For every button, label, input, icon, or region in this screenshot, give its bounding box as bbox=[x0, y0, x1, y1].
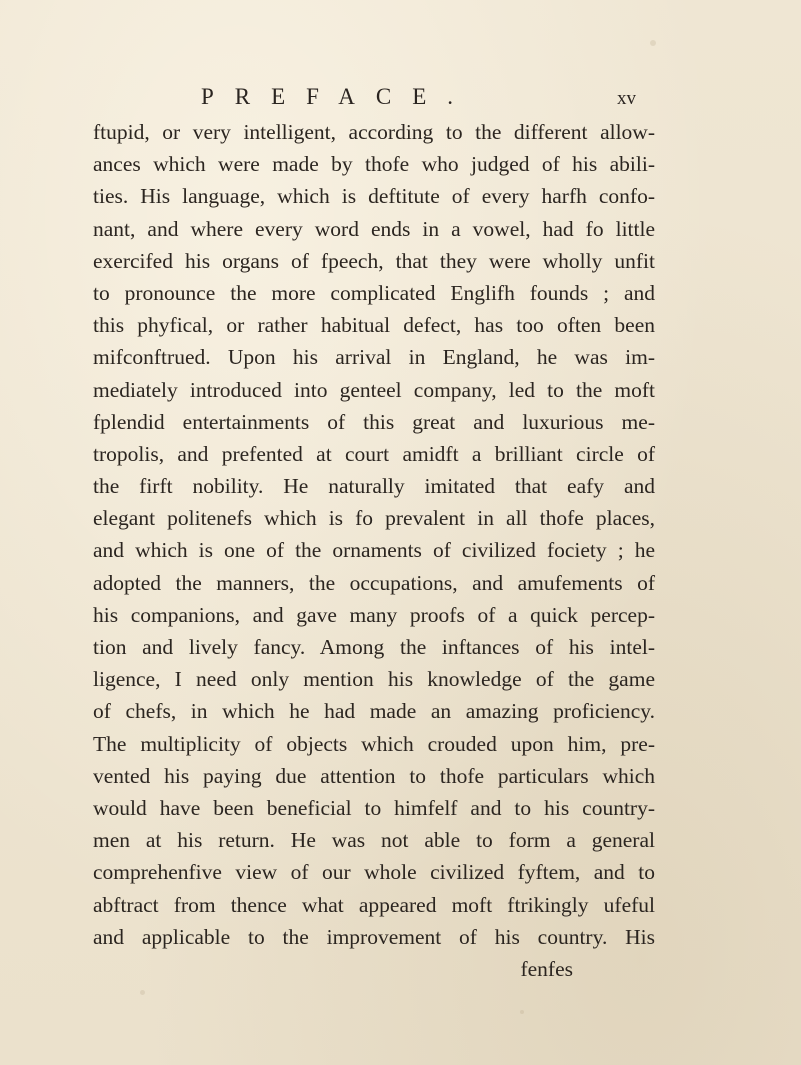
text-line: would have been beneficial to himfelf and to his country- bbox=[93, 795, 655, 820]
text-line: nant, and where every word ends in a vowel, had fo little bbox=[93, 216, 655, 241]
body-text bbox=[93, 116, 693, 985]
text-line: abftract from thence what appeared moft ftrikingly ufeful bbox=[93, 892, 655, 917]
running-head bbox=[0, 82, 801, 112]
text-line: ances which were made by thofe who judged of his abili- bbox=[93, 152, 655, 177]
text-line: vented his paying due attention to thofe particulars which bbox=[93, 763, 655, 788]
text-line: tion and lively fancy. Among the inftances of his intel- bbox=[93, 635, 655, 659]
text-line: and which is one of the ornaments of civilized fociety ; he bbox=[93, 538, 655, 563]
text-line: mifconftrued. Upon his arrival in England, he was im- bbox=[93, 345, 655, 370]
running-title: PREFACE. bbox=[201, 84, 475, 109]
text-line: the firft nobility. He naturally imitated that eafy and bbox=[93, 474, 655, 499]
text-line: mediately introduced into genteel company, led to the moft bbox=[93, 377, 655, 402]
paper-stain bbox=[140, 990, 145, 995]
text-line: ties. His language, which is deftitute of every harfh confo- bbox=[93, 184, 655, 209]
text-line: his companions, and gave many proofs of a quick percep- bbox=[93, 602, 655, 627]
text-line: exercifed his organs of fpeech, that they were wholly unfit bbox=[93, 248, 655, 273]
text-line: and applicable to the improvement of his country. His bbox=[93, 924, 655, 949]
text-line: comprehenfive view of our whole civilized fyftem, and to bbox=[93, 860, 655, 885]
text-line: of chefs, in which he had made an amazing proficiency. bbox=[93, 699, 655, 724]
text-line: to pronounce the more complicated Englifh founds ; and bbox=[93, 280, 655, 305]
text-line: tropolis, and prefented at court amidft a brilliant circle of bbox=[93, 441, 655, 466]
text-line: elegant politenefs which is fo prevalent in all thofe places, bbox=[93, 506, 655, 531]
text-line: adopted the manners, the occupations, and amufements of bbox=[93, 570, 655, 595]
paper-stain bbox=[520, 1010, 524, 1014]
text-line: ligence, I need only mention his knowledge of the game bbox=[93, 667, 655, 692]
catchword: fenfes bbox=[520, 956, 573, 981]
text-line: this phyfical, or rather habitual defect, has too often been bbox=[93, 313, 655, 338]
text-line: fplendid entertainments of this great and luxurious me- bbox=[93, 409, 655, 434]
text-line: ftupid, or very intelligent, according to the different allow- bbox=[93, 120, 655, 144]
text-line: The multiplicity of objects which crouded upon him, pre- bbox=[93, 731, 655, 756]
paper-stain bbox=[650, 40, 656, 46]
page-number: xv bbox=[617, 88, 636, 109]
text-line: men at his return. He was not able to form a general bbox=[93, 828, 655, 853]
